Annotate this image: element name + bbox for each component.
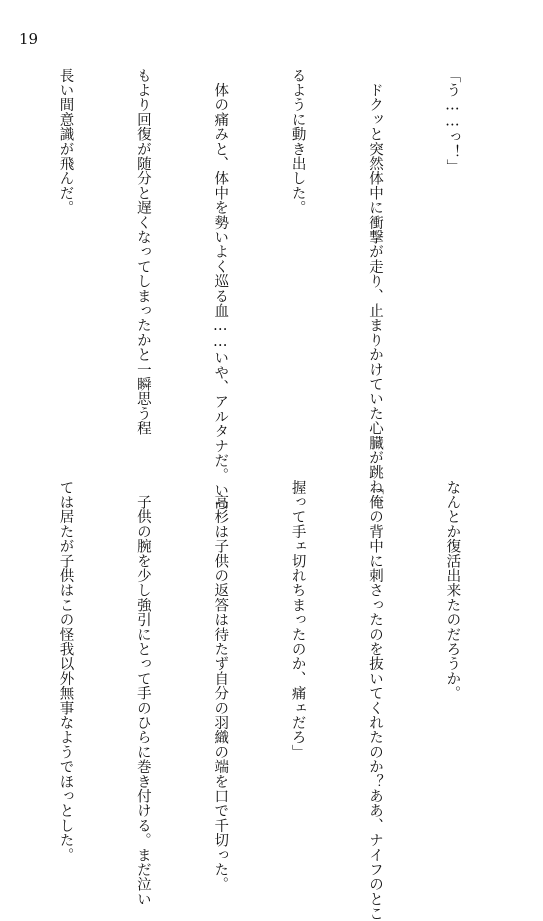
text-line: 「俺の背中に刺さったのを抜いてくれたのか？ああ、ナイフのとこ [361,480,387,870]
text-line: 握って手ェ切れちまったのか、痛ェだろ」 [284,480,310,870]
text-line: るように動き出した。 [284,68,310,453]
top-text-block [20,68,516,453]
text-line: ては居たが子供はこの怪我以外無事なようでほっとした。 [52,480,78,870]
text-line: なんとか復活出来たのだろうか。 [439,480,465,870]
text-line: もより回復が随分と遅くなってしまったかと一瞬思う程 [129,68,155,453]
text-line: ドクッと突然体中に衝撃が走り、止まりかけていた心臓が跳ね [361,68,387,453]
text-line: 長い間意識が飛んだ。 [52,68,78,453]
page-number: 19 [19,32,38,47]
text-line: 高杉は子供の返答は待たず自分の羽織の端を口で千切った。 [206,480,232,870]
text-line: 子供の腕を少し強引にとって手のひらに巻き付ける。まだ泣い [129,480,155,870]
bottom-text-block [20,480,516,870]
text-line: 「う……っ！」 [439,68,465,453]
text-line: 体の痛みと、体中を勢いよく巡る血……いや、アルタナだ。いつ [206,68,232,453]
